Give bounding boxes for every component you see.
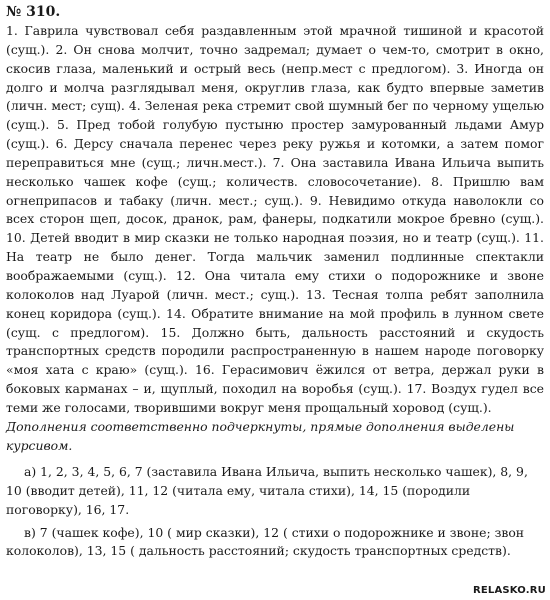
answer-b: в) 7 (чашек кофе), 10 ( мир сказки), 12 ( стихи о подорожнике и звоне; звон колоколов), 13, 15 ( дальность расстояний; скудость транспортных средств). <box>6 524 525 559</box>
exercise-text: 1. Гаврила чувствовал себя раздавленным этой мрачной тишиной и красотой (сущ.). 2. Он снова молчит, точно задремал; думает о чем-то, смотрит в окно, скосив глаза, маленький и острый весь (непр.мест с предлогом). 3. Иногда он долго и молча разглядывал меня, округлив глаза, как будто впервые заметив (личн. мест; сущ). 4. Зеленая река стремит свой шумный бег по черному ущелью (сущ.). 5. Пред тобой голубую пустыню простер замурованный льдами Амур (сущ.). 6. Дерсу сначала перенес через реку ружья и котомки, а затем помог переправиться мне (сущ.; личн.мест.). 7. Она заставила Ивана Ильича выпить несколько чашек кофе (сущ.; количеств. словосочетание). 8. Пришлю вам огнеприпасов и табаку (личн. мест.; сущ.). 9. Невидимо откуда наволокли со всех сторон щеп, досок, дранок, рам, фанеры, подкатили мокрое бревно (сущ.). 10. Детей вводит в мир сказки не только народная поэзия, но и театр (сущ.). 11. На театр не было денег. Тогда мальчик заменил подлинные спектакли воображаемыми (сущ.). 12. Она читала ему стихи о подорожнике и звоне колоколов над Луарой (личн. мест.; сущ.). 13. Тесная толпа ребят заполнила конец коридора (сущ.). 14. Обратите внимание на мой профиль в лунном свете (сущ. с предлогом). 15. Должно быть, дальность расстояний и скудость транспортных средств породили распространенную в нашем народе поговорку «моя хата с краю» (сущ.). 16. Герасимович ёжился от ветра, держал руки в боковых карманах – и, щуплый, походил на воробья (сущ.). 17. Воздух гудел все теми же голосами, творившими вокруг меня прощальный хоровод (сущ.). <box>6 23 544 415</box>
answers-block <box>6 463 544 561</box>
exercise-note: Дополнения соответственно подчеркнуты, прямые дополнения выделены курсивом. <box>6 419 515 453</box>
answer-a: а) 1, 2, 3, 4, 5, 6, 7 (заставила Ивана Ильича, выпить несколько чашек), 8, 9, 10 (вводит детей), 11, 12 (читала ему, читала стихи), 14, 15 (породили поговорку), 16, 17. <box>6 464 528 517</box>
exercise-number: № 310. <box>6 4 61 20</box>
site-watermark: RELASKO.RU <box>472 585 546 596</box>
